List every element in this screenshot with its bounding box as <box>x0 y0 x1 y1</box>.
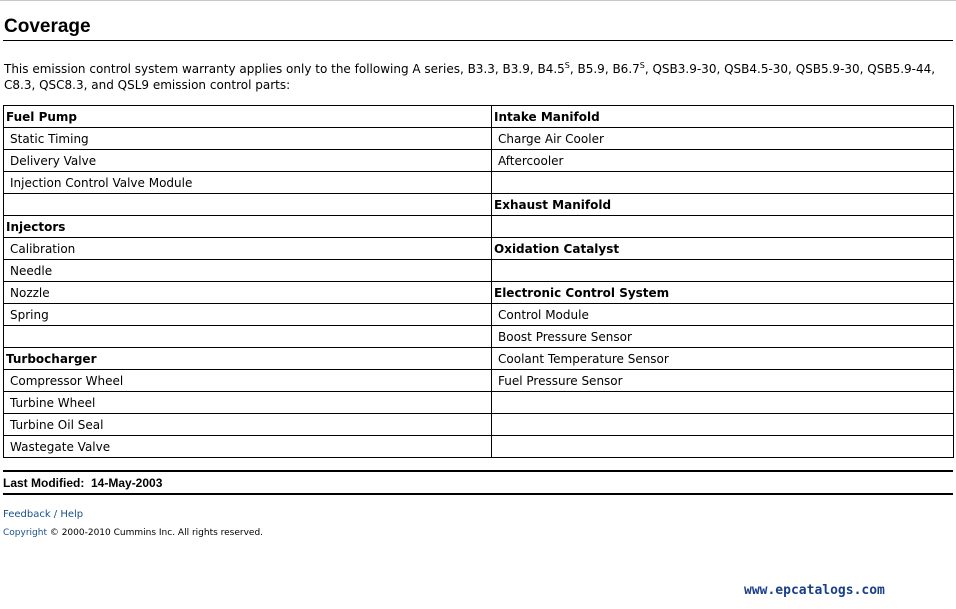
footer-divider-top <box>3 470 953 472</box>
title-divider <box>3 40 953 41</box>
intro-text-1: This emission control system warranty applies only to the following A series, B3.3, B3.9, B4.5 <box>4 62 565 76</box>
table-cell: Needle <box>4 260 492 282</box>
table-row <box>4 106 954 128</box>
table-cell: Control Module <box>492 304 954 326</box>
table-cell: Boost Pressure Sensor <box>492 326 954 348</box>
table-section-header: Fuel Pump <box>4 106 492 128</box>
table-section-header: Oxidation Catalyst <box>492 238 954 260</box>
table-section-header: Turbocharger <box>4 348 492 370</box>
table-cell: Spring <box>4 304 492 326</box>
copyright-line <box>3 528 263 538</box>
table-cell: Fuel Pressure Sensor <box>492 370 954 392</box>
table-cell: Calibration <box>4 238 492 260</box>
table-row <box>4 238 954 260</box>
table-row <box>4 436 954 458</box>
table-row <box>4 150 954 172</box>
table-row <box>4 128 954 150</box>
copyright-link[interactable]: Copyright <box>3 528 47 538</box>
table-cell: Injection Control Valve Module <box>4 172 492 194</box>
feedback-link[interactable]: Feedback <box>3 509 51 520</box>
table-row <box>4 172 954 194</box>
table-cell: Wastegate Valve <box>4 436 492 458</box>
table-cell: Delivery Valve <box>4 150 492 172</box>
table-cell-empty <box>492 436 954 458</box>
table-cell-empty <box>492 414 954 436</box>
last-modified-label: Last Modified: <box>3 476 85 490</box>
intro-superscript-2: S <box>639 61 645 70</box>
watermark-text: www.epcatalogs.com <box>744 583 885 598</box>
table-row <box>4 392 954 414</box>
intro-superscript-1: S <box>564 61 570 70</box>
table-row <box>4 370 954 392</box>
intro-text-2: , B5.9, B6.7 <box>569 62 640 76</box>
table-cell-empty <box>492 172 954 194</box>
intro-paragraph <box>4 61 952 93</box>
top-border <box>0 0 956 1</box>
table-row <box>4 216 954 238</box>
coverage-table-body <box>4 106 954 458</box>
link-separator: / <box>50 509 61 520</box>
intro-text-3: , QSB3.9-30, QSB4.5-30, QSB5.9-30, QSB5.9-44, C8.3, QSC8.3, and QSL9 emission control parts: <box>4 62 936 92</box>
table-row <box>4 414 954 436</box>
table-cell: Coolant Temperature Sensor <box>492 348 954 370</box>
table-row <box>4 348 954 370</box>
table-row <box>4 260 954 282</box>
last-modified-date: 14-May-2003 <box>91 476 163 490</box>
last-modified <box>3 476 162 490</box>
table-section-header: Electronic Control System <box>492 282 954 304</box>
table-section-header: Exhaust Manifold <box>492 194 954 216</box>
table-cell: Nozzle <box>4 282 492 304</box>
table-row <box>4 326 954 348</box>
table-row <box>4 282 954 304</box>
table-cell-empty <box>492 216 954 238</box>
copyright-text: © 2000-2010 Cummins Inc. All rights reserved. <box>46 528 264 538</box>
page-title: Coverage <box>4 16 91 37</box>
table-cell-empty <box>492 260 954 282</box>
table-cell: Charge Air Cooler <box>492 128 954 150</box>
help-link[interactable]: Help <box>60 509 84 520</box>
table-cell-empty <box>492 392 954 414</box>
table-cell: Static Timing <box>4 128 492 150</box>
table-cell: Turbine Wheel <box>4 392 492 414</box>
table-row <box>4 304 954 326</box>
footer-links <box>3 509 83 520</box>
table-row <box>4 194 954 216</box>
table-cell: Compressor Wheel <box>4 370 492 392</box>
coverage-table <box>3 105 954 458</box>
table-cell-empty <box>4 194 492 216</box>
table-cell-empty <box>4 326 492 348</box>
table-cell: Aftercooler <box>492 150 954 172</box>
table-section-header: Intake Manifold <box>492 106 954 128</box>
table-section-header: Injectors <box>4 216 492 238</box>
footer-divider-bottom <box>3 493 953 495</box>
table-cell: Turbine Oil Seal <box>4 414 492 436</box>
